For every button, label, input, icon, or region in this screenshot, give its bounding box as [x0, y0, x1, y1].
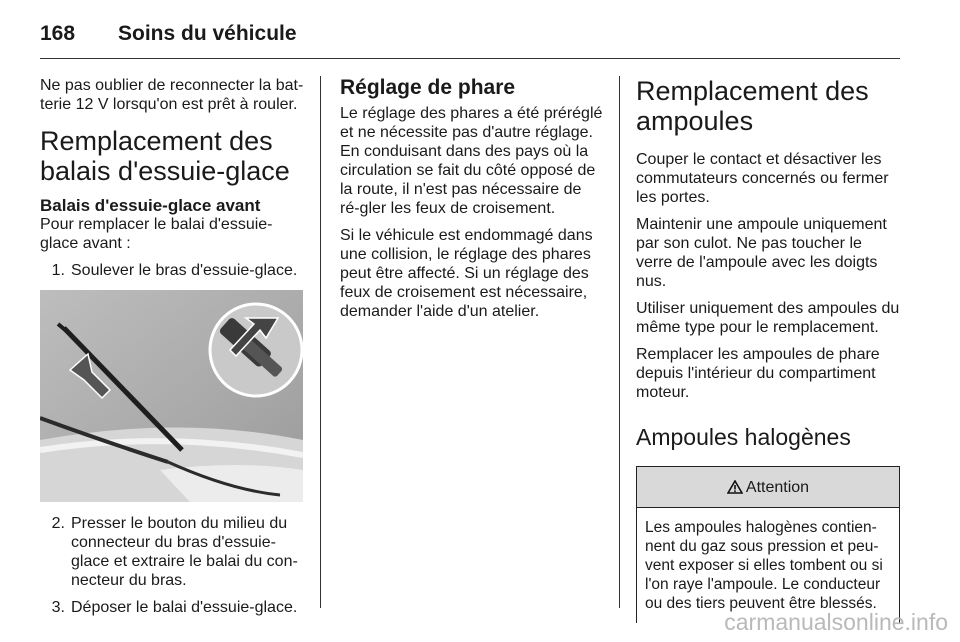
warning-text: Les ampoules halogènes contien-nent du gaz sous pression et peu-vent exposer si elles tombent ou si l'on raye l'ampoule. Le conducteur ou des tiers peuvent être blessés. — [645, 519, 883, 612]
warning-triangle-icon — [727, 480, 743, 494]
headlight-paragraph-2: Si le véhicule est endommagé dans une collision, le réglage des phares peut être affecté. Si un réglage des feux de croisement est nécessaire, demander l'aide d'un atelier. — [340, 227, 593, 320]
bulbs-paragraph-2: Maintenir une ampoule uniquement par son culot. Ne pas toucher le verre de l'ampoule avec les doigts nus. — [636, 216, 887, 290]
list-item: 1. Soulever le bras d'essuie-glace. — [51, 262, 298, 279]
warning-title: Attention — [745, 478, 810, 496]
headlight-heading: Réglage de phare — [340, 76, 516, 99]
column-2 — [340, 76, 605, 329]
front-wiper-subheading: Balais d'essuie-glace avant — [40, 196, 261, 215]
column-3 — [636, 76, 902, 623]
page-header — [40, 22, 297, 46]
headlight-paragraph-1: Le réglage des phares a été préréglé et ne nécessite pas d'autre réglage. En conduisant dans des pays où la circulation se fait du côté opposé de la route, il n'est pas nécessaire de ré-gler les feux de croisement. — [340, 105, 603, 217]
warning-box — [636, 466, 900, 623]
wiper-heading: Remplacement des balais d'essuie-glace — [40, 126, 290, 186]
header-rule — [40, 58, 900, 59]
list-item: 3. Déposer le balai d'essuie-glace. — [51, 599, 298, 616]
intro-text: Ne pas oublier de reconnecter la bat-terie 12 V lorsqu'on est prêt à rouler. — [40, 77, 304, 113]
wiper-lead: Pour remplacer le balai d'essuie-glace avant : — [40, 216, 273, 252]
column-divider-1 — [320, 76, 321, 608]
bulbs-paragraph-4: Remplacer les ampoules de phare depuis l'intérieur du compartiment moteur. — [636, 346, 880, 401]
warning-header — [637, 467, 899, 508]
list-item: 2. Presser le bouton du milieu du connecteur du bras d'essuie-glace et extraire le balai du con-necteur du bras. — [51, 515, 298, 589]
watermark: carmanualsonline.info — [724, 609, 948, 635]
section-title: Soins du véhicule — [118, 22, 297, 45]
page-number: 168 — [40, 22, 76, 45]
column-1 — [40, 76, 307, 625]
bulbs-paragraph-3: Utiliser uniquement des ampoules du même type pour le remplacement. — [636, 300, 900, 336]
wiper-illustration — [40, 290, 303, 502]
wiper-steps — [40, 261, 307, 280]
wiper-steps-continued — [40, 514, 307, 617]
bulbs-heading: Remplacement des ampoules — [636, 76, 869, 136]
halogen-heading: Ampoules halogènes — [636, 424, 851, 450]
bulbs-paragraph-1: Couper le contact et désactiver les commutateurs concernés ou fermer les portes. — [636, 151, 889, 206]
column-divider-2 — [619, 76, 620, 608]
